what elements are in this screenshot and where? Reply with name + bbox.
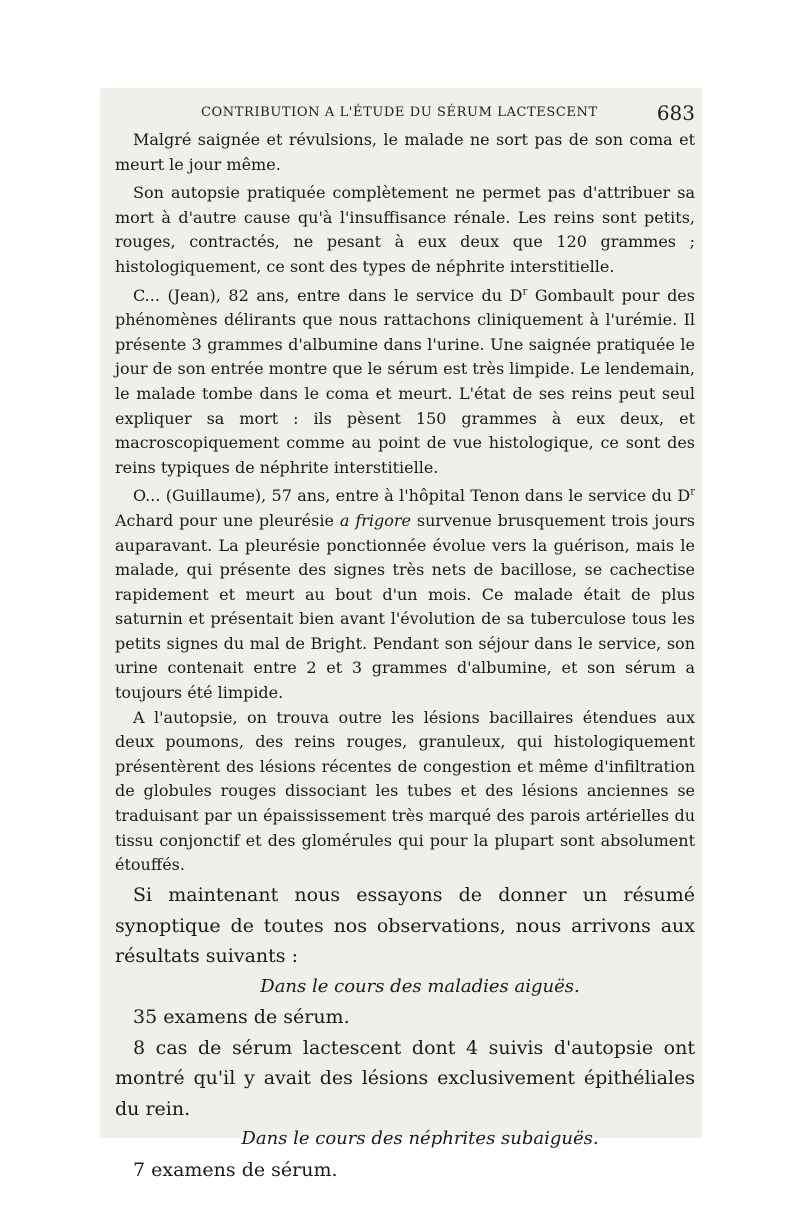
case-guillaume-text-b: Achard pour une pleurésie: [115, 510, 340, 530]
running-title: CONTRIBUTION A L'ÉTUDE DU SÉRUM LACTESCENT: [201, 105, 598, 120]
paragraph-case-jean: [115, 284, 695, 481]
paragraph-coma: Malgré saignée et révulsions, le malade ne sort pas de son coma et meurt le jour même.: [115, 130, 695, 174]
paragraph-autopsy-guillaume: A l'autopsie, on trouva outre les lésions bacillaires étendues aux deux poumons, des reins rouges, granuleux, qui histologiquement présentèrent des lésions récentes de congestion et même d'infiltration de globules rouges dissociant les tubes et des lésions anciennes se traduisant par un épaississement très marqué des parois artérielles du tissu conjonctif et des glomérules qui pour la plupart sont absolument étouffés.: [115, 707, 695, 875]
case-jean-sup: r: [522, 286, 528, 298]
case-jean-text-a: C... (Jean), 82 ans, entre dans le service du D: [133, 285, 523, 305]
summary-acute-result: 8 cas de sérum lactescent dont 4 suivis d'autopsie ont montré qu'il y avait des lésions exclusivement épithéliales du rein.: [115, 1036, 695, 1120]
case-guillaume-text-a: O... (Guillaume), 57 ans, entre à l'hôpital Tenon dans le service du D: [133, 486, 691, 506]
page-number: 683: [656, 101, 695, 125]
summary-section: [115, 880, 695, 1185]
case-guillaume-italic: a frigore: [339, 510, 411, 530]
summary-heading-subacute: Dans le cours des néphrites subaiguës.: [241, 1128, 599, 1149]
summary-heading-acute: Dans le cours des maladies aiguës.: [260, 975, 580, 997]
paragraph-case-guillaume: [115, 484, 695, 705]
summary-intro: Si maintenant nous essayons de donner un résumé synoptique de toutes nos observations, nous arrivons aux résultats suivants :: [115, 884, 695, 967]
case-jean-text-b: Gombault pour des phénomènes délirants que nous rattachons cliniquement à l'urémie. Il présente 3 grammes d'albumine dans l'urine. Une saignée pratiquée le jour de son entrée montre que le sérum est très limpide. Le lendemain, le malade tombe dans le coma et meurt. L'état de ses reins peut seul expliquer sa mort : ils pèsent 150 grammes à eux deux, et macroscopiquement comme au point de vue histologique, ce sont des reins typiques de néphrite interstitielle.: [115, 285, 695, 477]
running-head: [115, 100, 695, 124]
body-text: [115, 128, 695, 878]
summary-subacute-count: 7 examens de sérum.: [133, 1158, 338, 1181]
case-guillaume-sup: r: [690, 486, 695, 498]
case-guillaume-text-c: survenue brusquement trois jours auparavant. La pleurésie ponctionnée évolue vers la guérison, mais le malade, qui présente des signes très nets de bacillose, se cachectise rapidement et meurt au bout d'un mois. Ce malade était de plus saturnin et présentait bien avant l'évolution de sa tuberculose tous les petits signes du mal de Bright. Pendant son séjour dans le service, son urine contenait entre 2 et 3 grammes d'albumine, et son sérum a toujours été limpide.: [115, 510, 695, 703]
paragraph-autopsy: Son autopsie pratiquée complètement ne permet pas d'attribuer sa mort à d'autre cause qu'à l'insuffisance rénale. Les reins sont petits, rouges, contractés, ne pesant à eux deux que 120 grammes ; histologiquement, ce sont des types de néphrite interstitielle.: [115, 183, 695, 276]
summary-acute-count: 35 examens de sérum.: [133, 1006, 350, 1028]
